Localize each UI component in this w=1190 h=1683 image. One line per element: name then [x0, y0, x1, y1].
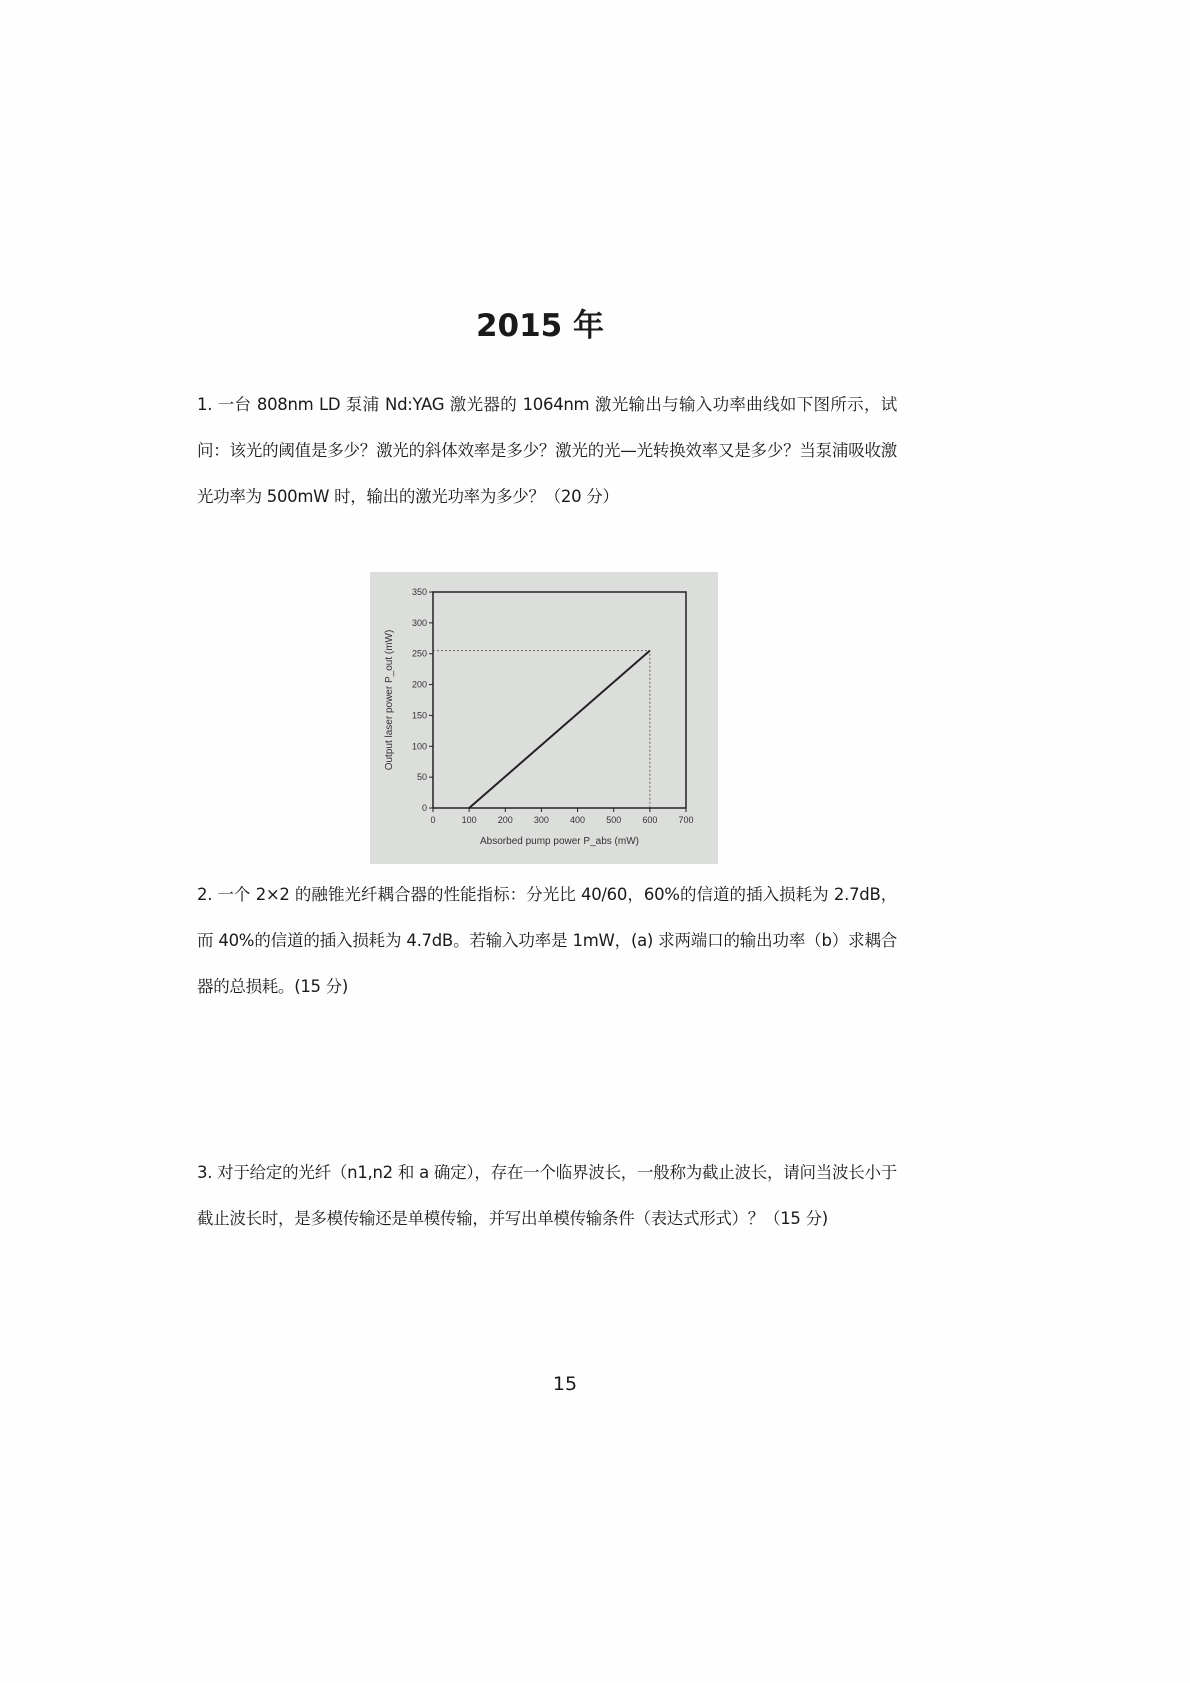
x-tick-label: 600 — [642, 815, 658, 825]
guide-line — [433, 651, 650, 808]
y-axis-label: Output laser power P_out (mW) — [384, 629, 395, 771]
y-tick-label: 200 — [411, 679, 427, 690]
y-tick-label: 150 — [411, 710, 427, 721]
x-tick-label: 0 — [430, 815, 436, 825]
x-tick-label: 100 — [461, 815, 477, 825]
page-number: 15 — [552, 1373, 578, 1395]
x-axis-label: Absorbed pump power P_abs (mW) — [480, 836, 639, 847]
chart-svg — [370, 572, 718, 864]
y-tick-label: 250 — [411, 648, 427, 659]
x-tick-label: 300 — [533, 815, 549, 825]
x-tick-label: 200 — [497, 815, 513, 825]
question-2: 2. 一个 2×2 的融锥光纤耦合器的性能指标：分光比 40/60，60%的信道的插入损耗为 2.7dB，而 40%的信道的插入损耗为 4.7dB。若输入功率是 1mW，(a) 求两端口的输出功率（b）求耦合器的总损耗。(15 分) — [197, 885, 897, 996]
question-3: 3. 对于给定的光纤（n1,n2 和 a 确定），存在一个临界波长，一般称为截止波长，请问当波长小于截止波长时，是多模传输还是单模传输，并写出单模传输条件（表达式形式）？（15 分) — [197, 1163, 897, 1228]
x-tick-label: 400 — [570, 815, 586, 825]
y-tick-label: 100 — [411, 741, 427, 752]
y-tick-label: 300 — [411, 617, 427, 628]
plot-frame — [433, 592, 686, 808]
x-tick-label: 700 — [678, 815, 694, 825]
page-title: 2015 年 — [475, 308, 605, 344]
laser-power-chart — [370, 572, 718, 864]
series-line — [469, 651, 650, 808]
y-tick-label: 50 — [416, 772, 427, 783]
x-tick-label: 500 — [606, 815, 622, 825]
y-tick-label: 350 — [411, 587, 427, 597]
question-1: 1. 一台 808nm LD 泵浦 Nd:YAG 激光器的 1064nm 激光输出与输入功率曲线如下图所示，试问：该光的阈值是多少？激光的斜体效率是多少？激光的光—光转换效率又是多少？当泵浦吸收激光功率为 500mW 时，输出的激光功率为多少？（20 分） — [197, 395, 897, 506]
y-tick-label: 0 — [421, 803, 427, 813]
